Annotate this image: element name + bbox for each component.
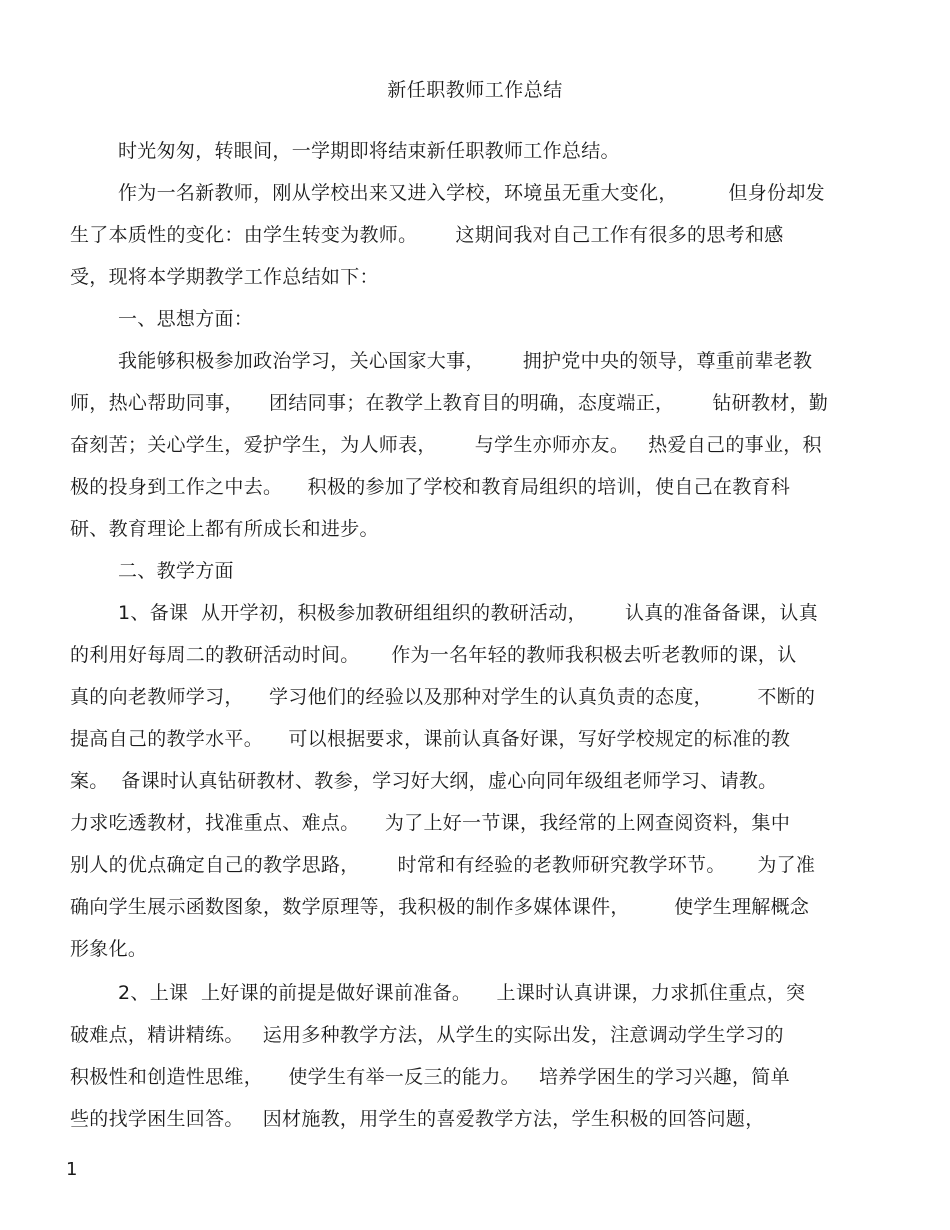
paragraph-line: 1、备课 从开学初，积极参加教研组组织的教研活动， 认真的准备备课，认真	[118, 602, 819, 624]
page-number: 1	[66, 1159, 78, 1180]
document-title: 新任职教师工作总结	[387, 79, 563, 101]
paragraph-line: 提高自己的教学水平。 可以根据要求，课前认真备好课，写好学校规定的标准的教	[70, 728, 791, 750]
paragraph-line: 力求吃透教材，找准重点、难点。 为了上好一节课，我经常的上网查阅资料，集中	[70, 812, 791, 834]
paragraph-line: 的利用好每周二的教研活动时间。 作为一名年轻的教师我积极去听老教师的课，认	[70, 644, 797, 666]
section-heading: 一、思想方面：	[118, 308, 254, 330]
paragraph-line: 2、上课 上好课的前提是做好课前准备。 上课时认真讲课，力求抓住重点，突	[118, 982, 806, 1004]
paragraph-line: 破难点，精讲精练。 运用多种教学方法，从学生的实际出发，注意调动学生学习的	[70, 1024, 784, 1046]
paragraph-line: 别人的优点确定自己的教学思路， 时常和有经验的老教师研究教学环节。 为了准	[70, 854, 816, 876]
paragraph-line: 师，热心帮助同事， 团结同事；在教学上教育目的明确，态度端正， 钻研教材，勤	[70, 392, 829, 414]
paragraph-line: 确向学生展示函数图象，数学原理等，我积极的制作多媒体课件， 使学生理解概念	[70, 896, 810, 918]
paragraph-line: 我能够积极参加政治学习，关心国家大事， 拥护党中央的领导，尊重前辈老教	[118, 350, 813, 372]
paragraph-line: 形象化。	[70, 938, 148, 960]
paragraph-line: 研、教育理论上都有所成长和进步。	[70, 518, 379, 540]
paragraph-line: 极的投身到工作之中去。 积极的参加了学校和教育局组织的培训，使自己在教育科	[70, 476, 791, 498]
paragraph-line: 积极性和创造性思维， 使学生有举一反三的能力。 培养学困生的学习兴趣，简单	[70, 1066, 790, 1088]
paragraph-line: 生了本质性的变化：由学生转变为教师。 这期间我对自己工作有很多的思考和感	[70, 224, 784, 246]
paragraph-line: 奋刻苦；关心学生，爱护学生，为人师表， 与学生亦师亦友。 热爱自己的事业，积	[70, 434, 822, 456]
paragraph-line: 作为一名新教师，刚从学校出来又进入学校，环境虽无重大变化， 但身份却发	[118, 182, 825, 204]
paragraph-line: 时光匆匆，转眼间，一学期即将结束新任职教师工作总结。	[118, 140, 620, 162]
paragraph-line: 案。 备课时认真钻研教材、教参，学习好大纲，虚心向同年级组老师学习、请教。	[70, 770, 778, 792]
paragraph-line: 受，现将本学期教学工作总结如下：	[70, 266, 379, 288]
paragraph-line: 真的向老教师学习， 学习他们的经验以及那种对学生的认真负责的态度， 不断的	[70, 686, 816, 708]
section-heading: 二、教学方面	[118, 560, 234, 582]
paragraph-line: 些的找学困生回答。 因材施教，用学生的喜爱教学方法，学生积极的回答问题，	[70, 1108, 765, 1130]
